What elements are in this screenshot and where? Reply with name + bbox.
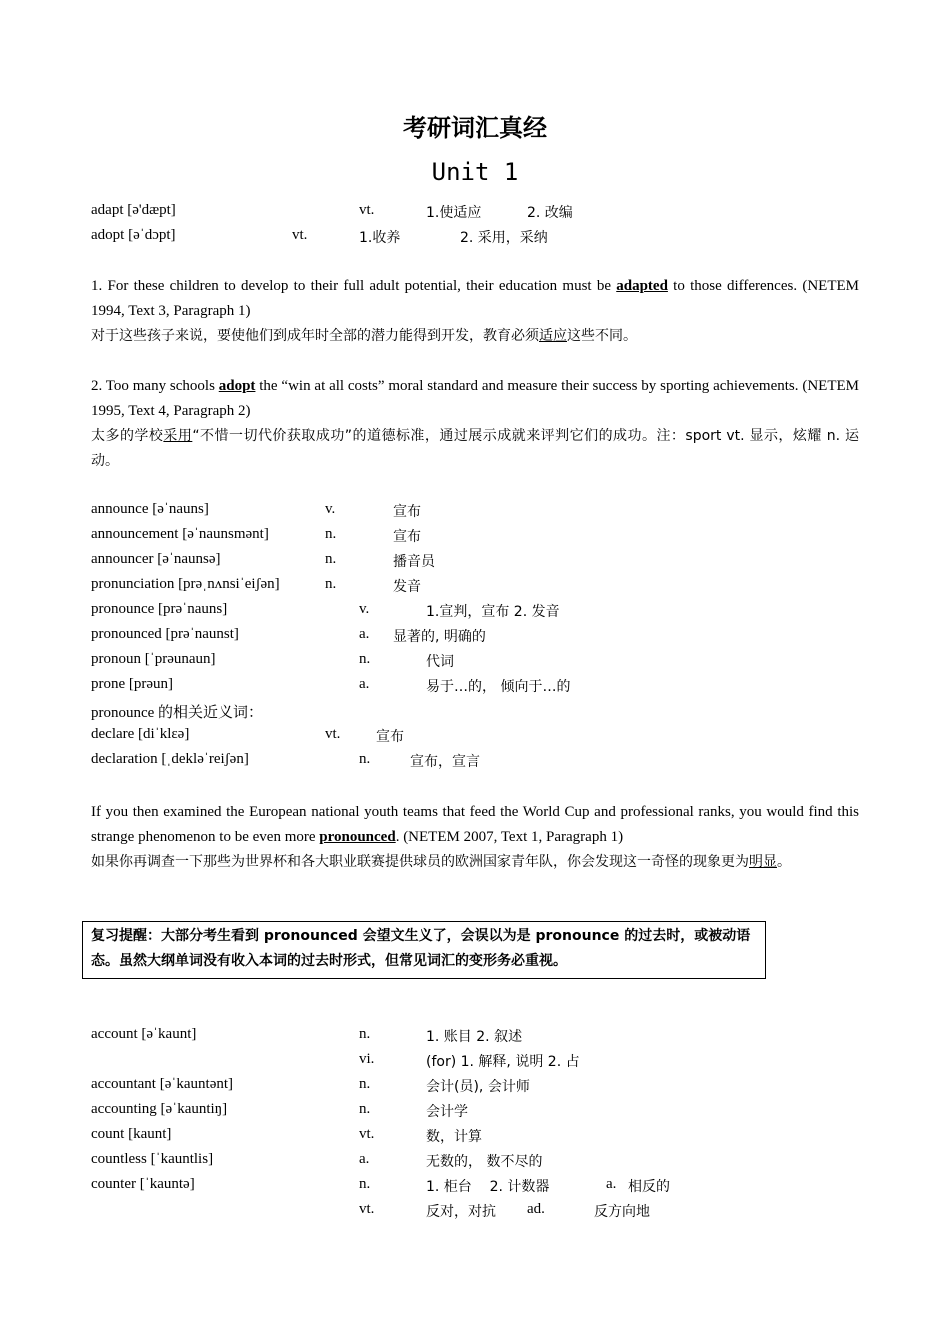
word-extra-pos: a. — [606, 1176, 617, 1192]
word-entry: announcer [əˈnaunsə] — [91, 551, 221, 567]
word-entry: declare [diˈklɛə] — [91, 726, 190, 742]
word-pos: n. — [359, 1101, 371, 1117]
word-entry: prone [prəun] — [91, 676, 174, 692]
word-meaning: 宣布 — [376, 729, 404, 745]
keyword-pronounced: pronounced — [319, 829, 396, 845]
word-meaning: 易于…的， 倾向于…的 — [426, 679, 571, 695]
word-meaning: 1.宣判，宣布 2. 发音 — [426, 604, 560, 620]
word-pos: a. — [359, 1151, 370, 1167]
word-entry: declaration [ˌdekləˈreiʃən] — [91, 751, 249, 767]
word-meaning: 会计(员), 会计师 — [426, 1079, 530, 1095]
example-3: If you then examined the European national youth teams that feed the World Cup and professional ranks, you would find this strange phenomenon to be even more pronounced. (NETEM 2007, Text 1, Paragraph 1) — [91, 804, 859, 845]
word-pos: vt. — [359, 1201, 375, 1217]
example-1: 1. For these children to develop to their full adult potential, their education must be adapted to those differences. (NETEM 1994, Text 3, Paragraph 1) — [91, 278, 859, 319]
word-extra-meaning: 相反的 — [628, 1179, 670, 1195]
word-meaning: 宣布 — [393, 529, 421, 545]
word-pos: v. — [325, 501, 336, 517]
word-meaning: 代词 — [426, 654, 454, 670]
word-pos: n. — [325, 526, 337, 542]
word-pos: n. — [325, 551, 337, 567]
word-pos: vt. — [325, 726, 341, 742]
word-entry: countless [ˈkauntlis] — [91, 1151, 214, 1167]
keyword-adopt: adopt — [218, 378, 256, 394]
word-adopt: adopt [əˈdɔpt] — [91, 227, 176, 243]
meaning-adopt-1: 1.收养 — [359, 230, 401, 246]
word-meaning: 会计学 — [426, 1104, 468, 1120]
word-meaning: 1. 账目 2. 叙述 — [426, 1029, 523, 1045]
unit-heading: Unit 1 — [431, 158, 519, 186]
word-entry: announcement [əˈnaunsmənt] — [91, 526, 269, 542]
word-meaning: 宣布 — [393, 504, 421, 520]
word-meaning: 发音 — [393, 579, 421, 595]
word-meaning: 宣布，宣言 — [410, 754, 480, 770]
example-1-translation: 对于这些孩子来说，要使他们到成年时全部的潜力能得到开发，教育必须适应这些不同。 — [91, 328, 637, 344]
word-entry: pronunciation [prəˌnʌnsiˈeiʃən] — [91, 576, 280, 592]
word-entry: accounting [əˈkauntiŋ] — [91, 1101, 228, 1117]
word-pos: n. — [359, 1176, 371, 1192]
word-pos: v. — [359, 601, 370, 617]
word-pos: n. — [359, 651, 371, 667]
word-meaning: 播音员 — [393, 554, 435, 570]
word-pos: a. — [359, 626, 370, 642]
page-title: 考研词汇真经 — [403, 114, 547, 142]
word-pos: a. — [359, 676, 370, 692]
meaning-adapt-2: 2. 改编 — [527, 205, 573, 221]
word-meaning: (for) 1. 解释, 说明 2. 占 — [426, 1054, 580, 1070]
word-entry: pronounced [prəˈnaunst] — [91, 626, 239, 642]
word-pos: n. — [325, 576, 337, 592]
example-2-translation: 太多的学校采用“不惜一切代价获取成功”的道德标准，通过展示成就来评判它们的成功。注：sport vt. 显示，炫耀 n. 运动。 — [91, 428, 860, 469]
word-meaning: 1. 柜台 2. 计数器 — [426, 1179, 550, 1195]
word-extra-pos: ad. — [527, 1201, 545, 1217]
word-adapt: adapt [ə'dæpt] — [91, 202, 176, 218]
review-note-box: 复习提醒：大部分考生看到 pronounced 会望文生义了，会误以为是 pronounce 的过去时，或被动语态。虽然大纲单词没有收入本词的过去时形式，但常见词汇的变形务必重视。 — [82, 921, 766, 979]
word-pos: vt. — [359, 1126, 375, 1142]
synonyms-heading: pronounce 的相关近义词： — [91, 705, 264, 721]
word-pos: n. — [359, 751, 371, 767]
word-meaning: 无数的， 数不尽的 — [426, 1154, 543, 1170]
word-pos: n. — [359, 1026, 371, 1042]
example-2: 2. Too many schools adopt the “win at all costs” moral standard and measure their success by sporting achievements. (NETEM 1995, Text 4, Paragraph 2) — [91, 378, 859, 419]
word-pos: n. — [359, 1076, 371, 1092]
word-meaning: 反对，对抗 — [426, 1204, 496, 1220]
word-pos: vi. — [359, 1051, 375, 1067]
word-entry: accountant [əˈkauntənt] — [91, 1076, 234, 1092]
meaning-adapt-1: 1.使适应 — [426, 205, 482, 221]
word-entry: announce [əˈnauns] — [91, 501, 209, 517]
word-entry: pronounce [prəˈnauns] — [91, 601, 228, 617]
pos-adapt: vt. — [359, 202, 375, 218]
word-meaning: 显著的, 明确的 — [393, 629, 486, 645]
pos-adopt: vt. — [292, 227, 308, 243]
word-entry: counter [ˈkauntə] — [91, 1176, 195, 1192]
word-entry: account [əˈkaunt] — [91, 1026, 197, 1042]
word-meaning: 数，计算 — [426, 1129, 482, 1145]
word-entry: pronoun [ˈprəunaun] — [91, 651, 216, 667]
word-extra-meaning: 反方向地 — [594, 1204, 650, 1220]
meaning-adopt-2: 2. 采用，采纳 — [460, 230, 548, 246]
example-3-translation: 如果你再调查一下那些为世界杯和各大职业联赛提供球员的欧洲国家青年队，你会发现这一奇怪的现象更为明显。 — [91, 854, 791, 870]
keyword-adapted: adapted — [616, 278, 668, 294]
word-entry: count [kaunt] — [91, 1126, 172, 1142]
